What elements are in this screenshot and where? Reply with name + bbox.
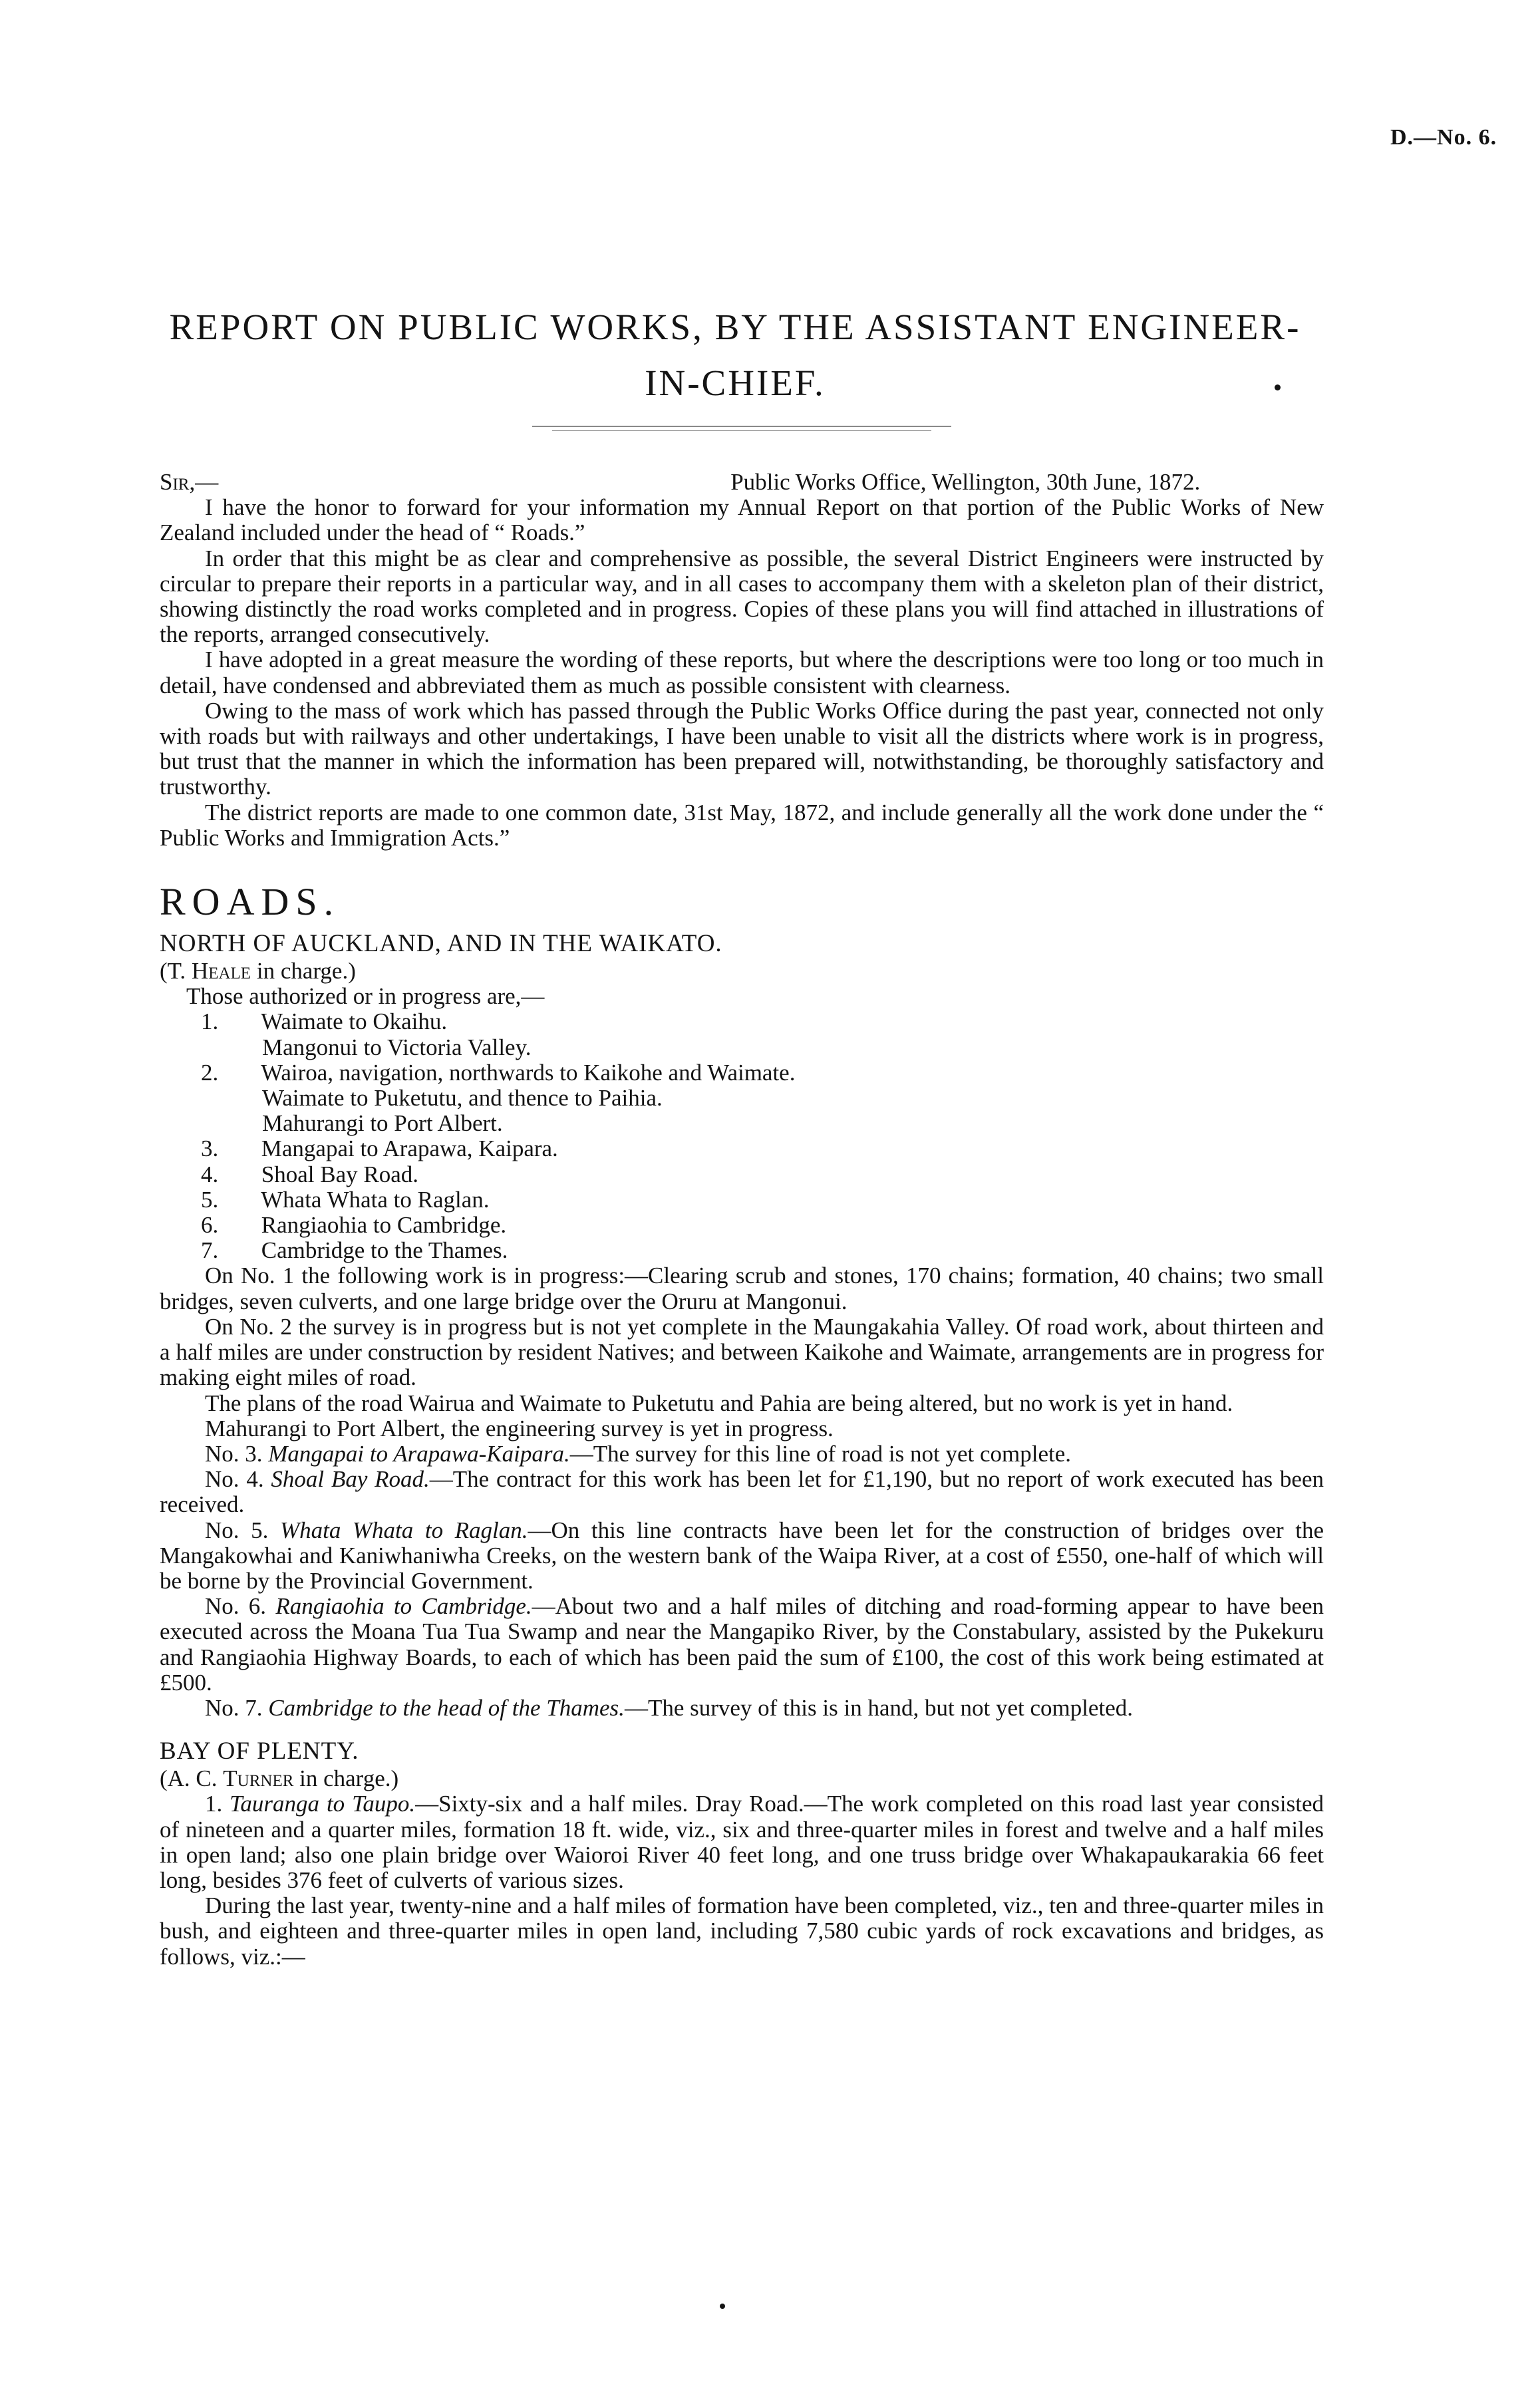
list-item: 1. Waimate to Okaihu. (201, 1008, 448, 1035)
page-reference: D.—No. 6. (1390, 125, 1497, 150)
report-paragraph: No. 4. Shoal Bay Road.—The contract for this work has been let for £1,190, but no report of work executed has been received. (160, 1466, 1324, 1518)
salutation: Sir,— (160, 469, 219, 495)
report-paragraph: No. 7. Cambridge to the head of the Thames.—The survey of this is in hand, but not yet completed. (205, 1694, 1133, 1721)
title-dot (1275, 384, 1281, 390)
report-paragraph: No. 3. Mangapai to Arapawa-Kaipara.—The survey for this line of road is not yet complete. (205, 1440, 1071, 1467)
officer-prefix: (A. C. (160, 1765, 224, 1792)
report-paragraph: On No. 2 the survey is in progress but is not yet complete in the Maungakahia Valley. Of road work, about thirteen and a half miles are under construction by resident Natives; and between Kaikohe and Waimate, arrangements are in progress for making eight miles of road. (160, 1313, 1324, 1391)
north-auckland-heading: NORTH OF AUCKLAND, AND IN THE WAIKATO. (160, 930, 722, 958)
page-mark-dot (720, 2304, 725, 2309)
document-body (160, 470, 1324, 1970)
title-rule (532, 426, 951, 427)
list-item: 4. Shoal Bay Road. (201, 1161, 418, 1187)
list-item-sub: Mahurangi to Port Albert. (262, 1110, 503, 1137)
report-paragraph: 1. Tauranga to Taupo.—Sixty-six and a half miles. Dray Road.—The work completed on this road last year consisted of nineteen and a quarter miles, formation 18 ft. wide, viz., six and three-quarter miles in forest and twelve and a half miles in open land; also one plain bridge over Waioroi River 40 feet long, and one truss bridge over Whakapaukarakia 66 feet long, besides 376 feet of culverts of various sizes. (160, 1791, 1324, 1893)
roads-list (160, 1009, 1324, 1263)
officer-prefix: (T. (160, 958, 192, 984)
report-paragraph: On No. 1 the following work is in progress:—Clearing scrub and stones, 170 chains; formation, 40 chains; two small bridges, seven culverts, and one large bridge over the Oruru at Mangonui. (160, 1263, 1324, 1314)
list-item: 2. Wairoa, navigation, northwards to Kaikohe and Waimate. (201, 1059, 796, 1086)
title-rule-lower (552, 430, 931, 431)
letter-paragraph: Owing to the mass of work which has passed through the Public Works Office during the past year, connected not only with roads but with railways and other undertakings, I have been unable to visit all the districts where work is in progress, but trust that the manner in which the information has been prepared will, notwithstanding, be thoroughly satisfactory and trustworthy. (160, 697, 1324, 800)
roads-heading: ROADS. (160, 880, 341, 924)
report-paragraph: During the last year, twenty-nine and a half miles of formation have been completed, viz., ten and three-quarter miles in bush, and eighteen and three-quarter miles in open land, including 7,580 cubic yards of rock excavations and bridges, as follows, viz.:— (160, 1892, 1324, 1970)
list-item-sub: Mangonui to Victoria Valley. (262, 1034, 532, 1060)
list-item: 7. Cambridge to the Thames. (201, 1237, 508, 1264)
bay-of-plenty-heading: BAY OF PLENTY. (160, 1737, 359, 1765)
officer-suffix: in charge.) (251, 958, 356, 984)
letter-paragraph: The district reports are made to one common date, 31st May, 1872, and include generally all the work done under the “ Public Works and Immigration Acts.” (160, 799, 1324, 851)
roads-intro: Those authorized or in progress are,— (186, 983, 545, 1010)
report-paragraph: The plans of the road Wairua and Waimate to Puketutu and Pahia are being altered, but no work is yet in hand. (205, 1390, 1233, 1416)
list-item: 5. Whata Whata to Raglan. (201, 1186, 490, 1213)
officer-suffix: in charge.) (293, 1765, 399, 1792)
report-paragraph: No. 6. Rangiaohia to Cambridge.—About two and a half miles of ditching and road-forming appear to have been executed across the Moana Tua Tua Swamp and near the Mangapiko River, by the Constabulary, assisted by the Pukekuru and Rangiaohia Highway Boards, to each of which has been paid the sum of £100, the cost of this work being estimated at £500. (160, 1593, 1324, 1696)
dateline: Public Works Office, Wellington, 30th June, 1872. (730, 469, 1201, 495)
list-item: 6. Rangiaohia to Cambridge. (201, 1212, 507, 1239)
north-officer-line (160, 959, 1324, 984)
letter-paragraph: In order that this might be as clear and comprehensive as possible, the several District Engineers were instructed by circular to prepare their reports in a particular way, and in all cases to accompany them with a skeleton plan of their district, showing distinctly the road works completed and in progress. Copies of these plans you will find attached in illustrations of the reports, arranged consecutively. (160, 545, 1324, 648)
document-title: REPORT ON PUBLIC WORKS, BY THE ASSISTANT ENGINEER-IN-CHIEF. (169, 307, 1301, 403)
letter-paragraph: I have the honor to forward for your information my Annual Report on that portion of the Public Works of New Zealand included under the head of “ Roads.” (160, 494, 1324, 546)
letter-heading-line (160, 470, 1324, 495)
list-item: 3. Mangapai to Arapawa, Kaipara. (201, 1135, 558, 1162)
report-paragraph: Mahurangi to Port Albert, the engineering survey is yet in progress. (205, 1415, 834, 1441)
officer-name: Heale (191, 958, 251, 984)
report-paragraph: No. 5. Whata Whata to Raglan.—On this line contracts have been let for the construction of bridges over the Mangakowhai and Kaniwhaniwha Creeks, on the western bank of the Waipa River, at a cost of £550, one-half of which will be borne by the Provincial Government. (160, 1517, 1324, 1594)
letter-paragraph: I have adopted in a great measure the wording of these reports, but where the descriptions were too long or too much in detail, have condensed and abbreviated them as much as possible consistent with clearness. (160, 647, 1324, 698)
bay-officer-line (160, 1766, 1324, 1791)
list-item-sub: Waimate to Puketutu, and thence to Paihia. (262, 1085, 663, 1112)
officer-name: Turner (223, 1765, 294, 1792)
